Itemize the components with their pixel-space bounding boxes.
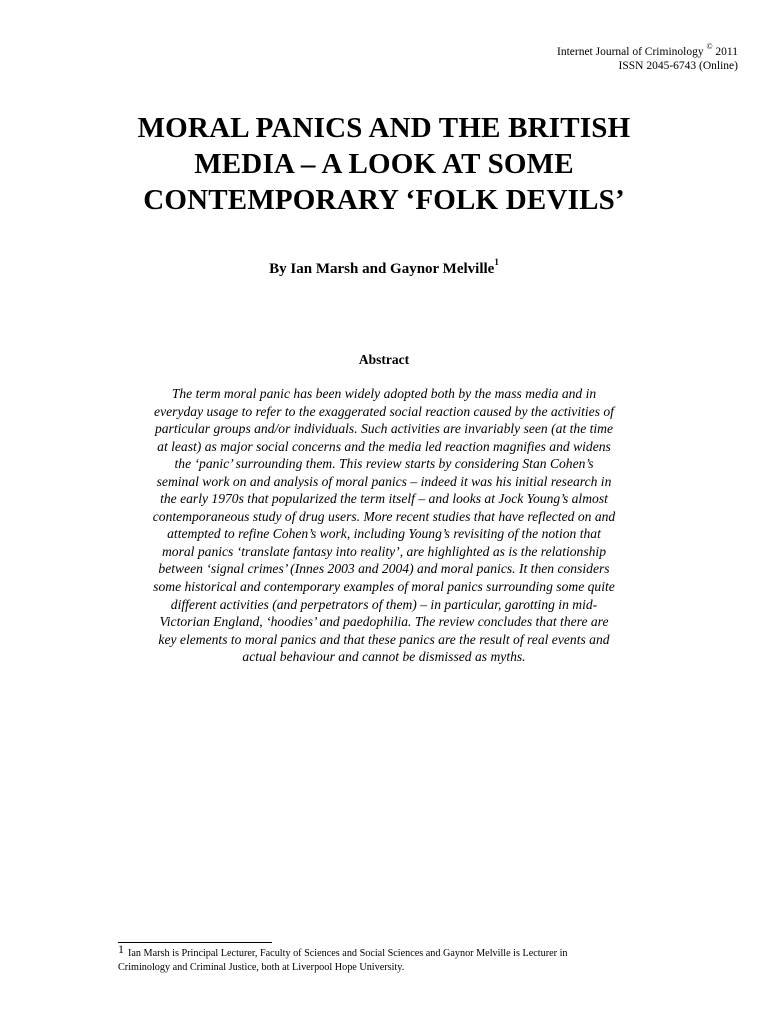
journal-citation-line xyxy=(556,42,738,59)
abstract-line: particular groups and/or individuals. Such activities are invariably seen (at the time xyxy=(154,421,614,437)
journal-year: 2011 xyxy=(715,46,738,58)
journal-name: Internet Journal of Criminology xyxy=(556,46,704,58)
abstract-line: The term moral panic has been widely adopted both by the mass media and in xyxy=(171,386,597,401)
abstract-line: seminal work on and analysis of moral panics – indeed it was his initial research in xyxy=(156,473,612,489)
abstract-line: at least) as major social concerns and the media led reaction magnifies and widens xyxy=(157,438,611,454)
abstract-line: attempted to refine Cohen’s work, including Young’s revisiting of the notion that xyxy=(167,526,601,542)
title-line: CONTEMPORARY ‘FOLK DEVILS’ xyxy=(143,184,625,216)
author-names: By Ian Marsh and Gaynor Melville xyxy=(269,261,495,277)
footnote-line: Criminology and Criminal Justice, both at Liverpool Hope University. xyxy=(118,961,405,973)
abstract-line: contemporaneous study of drug users. More recent studies that have reflected on and xyxy=(152,508,616,524)
abstract-line: between ‘signal crimes’ (Innes 2003 and 2004) and moral panics. It then considers xyxy=(158,561,610,577)
title-line: MORAL PANICS AND THE BRITISH xyxy=(137,112,631,144)
footnote-divider xyxy=(118,942,272,943)
title-line: MEDIA – A LOOK AT SOME xyxy=(194,148,574,180)
abstract-line: Victorian England, ‘hoodies’ and paedophilia. The review concludes that there are xyxy=(159,614,609,630)
copyright-symbol: © xyxy=(706,42,713,52)
author-line xyxy=(0,259,768,279)
footnote-reference: 1 xyxy=(494,257,499,267)
abstract-heading: Abstract xyxy=(358,352,410,367)
abstract-line: moral panics ‘translate fantasy into reality’, are highlighted as is the relationship xyxy=(161,543,607,559)
journal-issn: ISSN 2045-6743 (Online) xyxy=(618,60,738,72)
footnote-text: Ian Marsh is Principal Lecturer, Faculty of Sciences and Social Sciences and Gaynor Melville is Lecturer in xyxy=(128,948,568,959)
footnote xyxy=(118,942,658,974)
journal-header xyxy=(556,42,738,73)
abstract-line: different activities (and perpetrators of them) – in particular, garotting in mid- xyxy=(170,596,598,612)
abstract-line: everyday usage to refer to the exaggerated social reaction caused by the activities of xyxy=(154,403,614,419)
footnote-line xyxy=(118,942,658,961)
abstract-line: actual behaviour and cannot be dismissed as myths. xyxy=(242,649,526,665)
abstract-body xyxy=(105,385,663,666)
abstract-line: the ‘panic’ surrounding them. This review starts by considering Stan Cohen’s xyxy=(174,456,594,472)
abstract-line: the early 1970s that popularized the term itself – and looks at Jock Young’s almost xyxy=(160,491,608,507)
footnote-marker: 1 xyxy=(118,942,124,956)
abstract-line: key elements to moral panics and that these panics are the result of real events and xyxy=(158,631,610,647)
paper-title xyxy=(60,110,708,218)
abstract-line: some historical and contemporary examples of moral panics surrounding some quite xyxy=(153,579,615,595)
